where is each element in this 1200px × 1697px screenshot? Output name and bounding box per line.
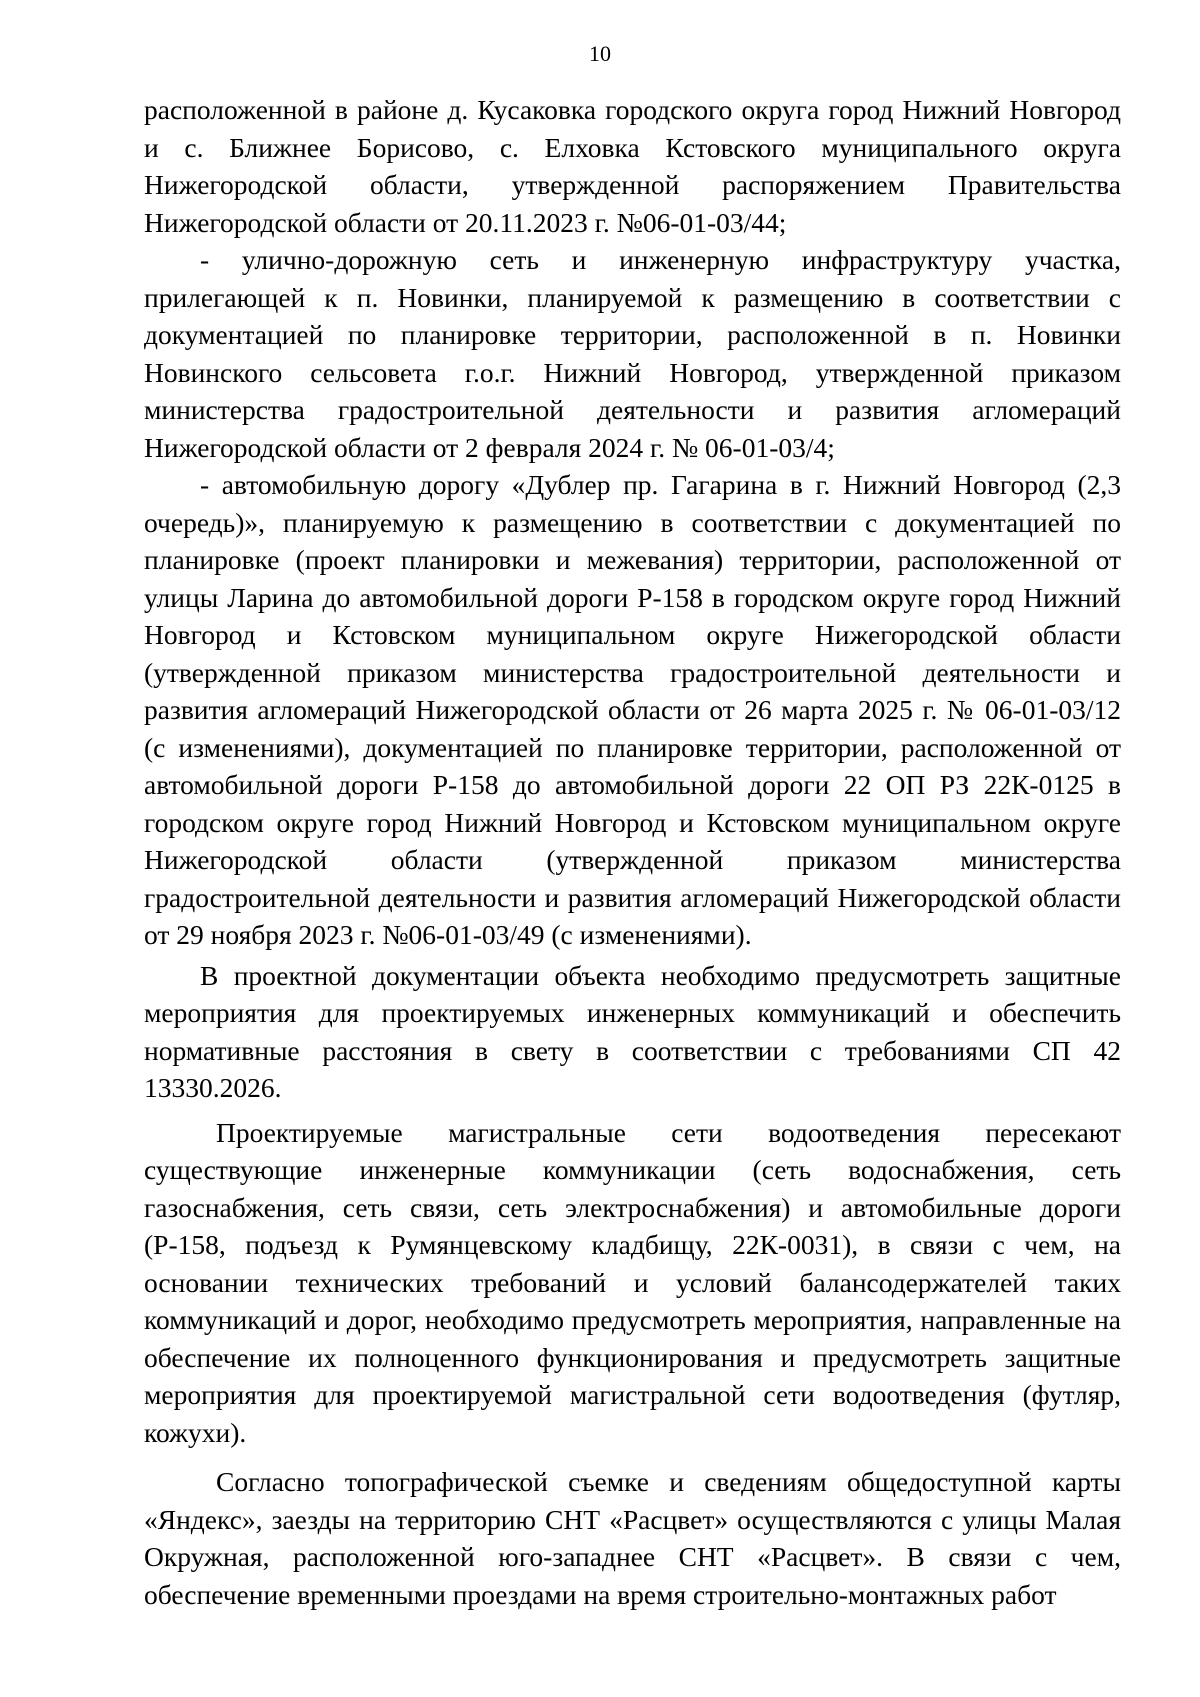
paragraph-sewer-crossings: Проектируемые магистральные сети водоотведения пересекают существующие инженерные коммуникации (сеть водоснабжения, сеть газоснабжения, сеть связи, сеть электроснабжения) и автомобильные дороги (Р-158, подъезд к Румянцевскому кладбищу, 22К-0031), в связи с чем, на основании технических требований и условий балансодержателей таких коммуникаций и дорог, необходимо предусмотреть мероприятия, направленные на обеспечение их полноценного функционирования и предусмотреть защитные мероприятия для проектируемой магистральной сети водоотведения (футляр, кожухи). [144,1116,1121,1448]
paragraph-gagarin-bypass-road: - автомобильную дорогу «Дублер пр. Гагарина в г. Нижний Новгород (2,3 очередь)», планируемую к размещению в соответствии с документацией по планировке (проект планировки и межевания) территории, расположенной от улицы Ларина до автомобильной дороги Р-158 в городском округе город Нижний Новгород и Кстовском муниципальном округе Нижегородской области (утвержденной приказом министерства градостроительной деятельности и развития агломераций Нижегородской области от 26 марта 2025 г. № 06-01-03/12 (с изменениями), документацией по планировке территории, расположенной от автомобильной дороги Р-158 до автомобильной дороги 22 ОП РЗ 22К-0125 в городском округе город Нижний Новгород и Кстовском муниципальном округе Нижегородской области (утвержденной приказом министерства градостроительной деятельности и развития агломераций Нижегородской области от 29 ноября 2023 г. №06-01-03/49 (с изменениями). [144,469,1121,950]
paragraph-kusakovka-continuation: расположенной в районе д. Кусаковка городского округа город Нижний Новгород и с. Ближнее Борисово, с. Елховка Кстовского муниципального округа Нижегородской области, утвержденной распоряжением Правительства Нижегородской области от 20.11.2023 г. №06-01-03/44; [144,94,1121,238]
paragraph-novinki-street-network: - улично-дорожную сеть и инженерную инфраструктуру участка, прилегающей к п. Новинки, планируемой к размещению в соответствии с документацией по планировке территории, расположенной в п. Новинки Новинского сельсовета г.о.г. Нижний Новгород, утвержденной приказом министерства градостроительной деятельности и развития агломераций Нижегородской области от 2 февраля 2024 г. № 06-01-03/4; [144,244,1121,463]
document-body [144,91,1121,1613]
paragraph-temporary-access: Согласно топографической съемке и сведениям общедоступной карты «Яндекс», заезды на территорию СНТ «Расцвет» осуществляются с улицы Малая Окружная, расположенной юго-западнее СНТ «Расцвет». В связи с чем, обеспечение временными проездами на время строительно-монтажных работ [144,1466,1121,1610]
paragraph-protective-measures: В проектной документации объекта необходимо предусмотреть защитные мероприятия для проектируемых инженерных коммуникаций и обеспечить нормативные расстояния в свету в соответствии с требованиями СП 42 13330.2026. [144,959,1121,1103]
page-number: 10 [589,41,611,66]
